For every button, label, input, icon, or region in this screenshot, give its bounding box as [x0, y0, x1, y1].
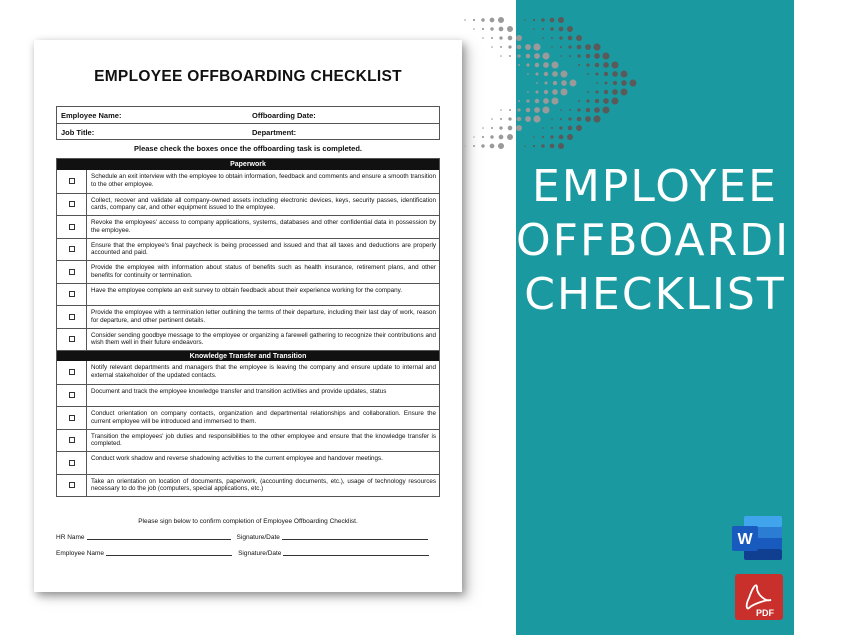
- halftone-dot: [595, 72, 598, 75]
- halftone-dot: [621, 71, 628, 78]
- halftone-dot: [551, 97, 558, 104]
- halftone-dot: [551, 118, 553, 120]
- hero-title-line3: CHECKLIST: [524, 269, 786, 320]
- checkbox-cell: [57, 452, 87, 474]
- hr-name-label: HR Name: [56, 534, 85, 541]
- checklist-document: [34, 40, 462, 592]
- halftone-dot: [499, 135, 504, 140]
- halftone-dot: [533, 145, 535, 147]
- checkbox-cell: [57, 407, 87, 429]
- halftone-dot: [595, 63, 599, 67]
- halftone-dot: [500, 118, 502, 120]
- halftone-dot: [524, 19, 526, 21]
- halftone-dot: [568, 117, 571, 120]
- halftone-dot: [542, 52, 549, 59]
- task-checkbox[interactable]: [69, 314, 75, 320]
- halftone-dot: [587, 91, 589, 93]
- halftone-dot: [602, 106, 609, 113]
- halftone-dot: [535, 99, 539, 103]
- halftone-dot: [542, 28, 544, 30]
- word-icon: [730, 514, 784, 562]
- signature-date-label: Signature/Date: [238, 550, 282, 557]
- halftone-dot: [526, 108, 531, 113]
- task-checkbox[interactable]: [69, 201, 75, 207]
- halftone-dot: [499, 36, 502, 39]
- halftone-dot: [499, 126, 502, 129]
- halftone-dot: [535, 63, 539, 67]
- halftone-dot: [482, 127, 484, 129]
- task-text: Conduct work shadow and reverse shadowing activities to the current employee and handover meetings.: [91, 455, 383, 462]
- halftone-dot: [491, 46, 493, 48]
- checklist-table: [56, 158, 440, 497]
- section-header: Knowledge Transfer and Transition: [57, 350, 439, 361]
- halftone-dot: [558, 17, 564, 23]
- halftone-dot: [508, 36, 513, 41]
- halftone-dot: [481, 144, 484, 147]
- halftone-dot: [526, 63, 529, 66]
- halftone-dot: [578, 64, 580, 66]
- halftone-dot: [569, 109, 571, 111]
- halftone-dot: [509, 55, 511, 57]
- halftone-dot: [517, 108, 520, 111]
- halftone-dot: [550, 135, 553, 138]
- halftone-dot: [526, 99, 529, 102]
- halftone-dot: [534, 53, 540, 59]
- halftone-dot: [516, 125, 522, 131]
- task-text: Ensure that the employee's final paycheck is being processed and issued and that all taxes and deductions are properly accounted and paid.: [91, 241, 436, 257]
- checklist-row: [57, 283, 439, 306]
- checkbox-cell: [57, 329, 87, 351]
- halftone-dot: [577, 117, 582, 122]
- halftone-dot: [593, 115, 600, 122]
- offboarding-date-field[interactable]: Offboarding Date:: [252, 111, 316, 120]
- task-checkbox[interactable]: [69, 269, 75, 275]
- employee-name-label: Employee Name: [56, 550, 105, 557]
- halftone-dot: [542, 136, 544, 138]
- halftone-dot: [603, 62, 609, 68]
- halftone-dot: [517, 117, 522, 122]
- job-title-field[interactable]: Job Title:: [61, 128, 95, 137]
- halftone-dot: [551, 127, 553, 129]
- employee-signature-line: [56, 550, 440, 557]
- halftone-dot: [527, 73, 529, 75]
- halftone-dot: [508, 45, 511, 48]
- task-text: Collect, recover and validate all company-owned assets including electronic devices, keys, security passes, identification cards, company car, and other equipment issued to the employee.: [91, 196, 436, 212]
- halftone-dot: [525, 44, 531, 50]
- halftone-dot: [587, 73, 589, 75]
- pdf-label: PDF: [756, 608, 774, 618]
- halftone-dot: [527, 91, 529, 93]
- halftone-dot: [507, 26, 513, 32]
- task-checkbox[interactable]: [69, 392, 75, 398]
- task-text: Document and track the employee knowledge transfer and transition activities and provide updates, status: [91, 387, 387, 395]
- halftone-dot: [621, 80, 627, 86]
- employee-name-blank[interactable]: [106, 550, 232, 556]
- hero-title-line2: OFFBOARDING: [516, 215, 861, 266]
- halftone-dot: [586, 108, 591, 113]
- halftone-dot: [533, 115, 540, 122]
- task-checkbox[interactable]: [69, 482, 75, 488]
- halftone-dot: [612, 71, 618, 77]
- employee-info-table: [56, 106, 440, 140]
- halftone-dot: [567, 134, 573, 140]
- halftone-dot: [630, 80, 637, 87]
- task-checkbox[interactable]: [69, 460, 75, 466]
- halftone-dot: [612, 89, 618, 95]
- halftone-dot: [561, 89, 568, 96]
- checklist-row: [57, 474, 439, 497]
- halftone-dot: [498, 17, 504, 23]
- task-text: Notify relevant departments and managers that the employee is leaving the company and ensure update to internal and external stakeholder of the updated contacts.: [91, 364, 436, 379]
- halftone-dot: [577, 45, 582, 50]
- halftone-dot: [611, 97, 618, 104]
- halftone-dot: [509, 109, 511, 111]
- halftone-dot: [543, 62, 549, 68]
- checkbox-cell: [57, 239, 87, 261]
- halftone-dot: [578, 100, 580, 102]
- instruction-text: Please check the boxes once the offboarding task is completed.: [134, 144, 362, 153]
- hr-name-blank[interactable]: [87, 534, 231, 540]
- checklist-row: [57, 260, 439, 283]
- checklist-row: [57, 384, 439, 407]
- halftone-dot: [535, 90, 538, 93]
- halftone-dot: [596, 82, 598, 84]
- halftone-dot: [518, 64, 520, 66]
- halftone-dot: [586, 54, 591, 59]
- halftone-dot: [550, 18, 555, 23]
- checkbox-cell: [57, 284, 87, 306]
- task-text: Schedule an exit interview with the employee to obtain information, feedback and comments and ensure a smooth transition to the other employee.: [91, 173, 436, 188]
- halftone-dot: [544, 81, 547, 84]
- checklist-row: [57, 170, 439, 193]
- halftone-dot: [586, 63, 589, 66]
- halftone-dot: [544, 90, 548, 94]
- halftone-dot: [482, 28, 484, 30]
- hero-title: [516, 160, 861, 322]
- department-field[interactable]: Department:: [252, 128, 297, 137]
- halftone-dot: [553, 81, 557, 85]
- halftone-dot: [490, 135, 493, 138]
- halftone-dot: [595, 90, 598, 93]
- halftone-dot: [473, 145, 475, 147]
- halftone-dot: [577, 108, 580, 111]
- halftone-dot: [526, 54, 531, 59]
- halftone-dot: [533, 28, 535, 30]
- halftone-dot: [481, 18, 484, 21]
- hero-title-line1: EMPLOYEE: [532, 161, 778, 212]
- halftone-dot: [567, 26, 573, 32]
- halftone-dot: [491, 118, 493, 120]
- halftone-dot: [482, 37, 484, 39]
- halftone-dot: [491, 37, 493, 39]
- section-header: Paperwork: [57, 159, 439, 170]
- halftone-dot: [524, 145, 526, 147]
- halftone-dot: [560, 118, 562, 120]
- checklist-row: [57, 451, 439, 474]
- halftone-dot: [559, 126, 562, 129]
- checkbox-cell: [57, 216, 87, 238]
- halftone-dot: [542, 37, 544, 39]
- task-text: Transition the employees' job duties and responsibilities to the other employee and ensure that the knowledge transfer is completed.: [91, 432, 436, 448]
- halftone-dot: [464, 19, 466, 21]
- halftone-dot: [552, 89, 558, 95]
- halftone-dot: [541, 144, 544, 147]
- halftone-dot: [551, 61, 558, 68]
- checklist-row: [57, 429, 439, 452]
- halftone-dot: [595, 99, 599, 103]
- halftone-dot: [576, 35, 582, 41]
- checklist-row: [57, 305, 439, 328]
- pdf-icon: [735, 574, 783, 620]
- halftone-dot: [594, 107, 600, 113]
- halftone-dot: [500, 46, 502, 48]
- checkbox-cell: [57, 170, 87, 193]
- halftone-dot: [507, 134, 513, 140]
- task-checkbox[interactable]: [69, 178, 75, 184]
- checklist-row: [57, 215, 439, 238]
- halftone-dot: [482, 136, 484, 138]
- hr-signature-line: [56, 534, 440, 541]
- task-text: Consider sending goodbye message to the employee or organizing a farewell gathering to recognize their contributions and wish them well in their future endeavors.: [91, 331, 436, 347]
- task-text: Revoke the employees' access to company applications, systems, databases and other confidential data in possession by the employee.: [91, 219, 436, 234]
- halftone-dot: [498, 143, 504, 149]
- task-text: Provide the employee with information about status of benefits such as health insurance, retirement plans, and other benefits for continuity or termination.: [91, 264, 436, 279]
- halftone-dot: [544, 72, 548, 76]
- task-text: Take an orientation on location of documents, paperwork, (accounting documents, etc.), usage of technology resources necessary to do the job (computers, special applications, etc.): [91, 477, 436, 493]
- checkbox-cell: [57, 194, 87, 216]
- halftone-dot: [535, 72, 538, 75]
- halftone-dot: [611, 61, 618, 68]
- halftone-dot: [508, 126, 513, 131]
- task-checkbox[interactable]: [69, 369, 75, 375]
- halftone-dot: [473, 19, 475, 21]
- checklist-row: [57, 406, 439, 429]
- halftone-dot: [585, 116, 591, 122]
- halftone-dot: [602, 52, 609, 59]
- checklist-row: [57, 238, 439, 261]
- task-checkbox[interactable]: [69, 415, 75, 421]
- halftone-dot: [490, 18, 495, 23]
- signature-date-label: Signature/Date: [236, 534, 280, 541]
- halftone-dot: [569, 55, 571, 57]
- task-text: Have the employee complete an exit survey to obtain feedback about their experience working for the company.: [91, 286, 403, 294]
- halftone-dot: [604, 81, 607, 84]
- checkbox-cell: [57, 385, 87, 407]
- halftone-dot: [491, 127, 493, 129]
- task-text: Provide the employee with a termination letter outlining the terms of their departure, including their last day of work, reason for departure, and other pertinent details.: [91, 309, 436, 324]
- halftone-dot: [560, 46, 562, 48]
- halftone-dot: [542, 106, 549, 113]
- halftone-dot: [550, 27, 553, 30]
- halftone-dot: [473, 28, 475, 30]
- document-title: EMPLOYEE OFFBOARDING CHECKLIST: [94, 68, 402, 85]
- halftone-dot: [604, 90, 608, 94]
- halftone-dot: [561, 80, 567, 86]
- halftone-dot: [533, 43, 540, 50]
- task-checkbox[interactable]: [69, 246, 75, 252]
- task-checkbox[interactable]: [69, 437, 75, 443]
- checkbox-cell: [57, 261, 87, 283]
- halftone-dot: [516, 35, 522, 41]
- halftone-dot: [576, 125, 582, 131]
- checklist-row: [57, 361, 439, 384]
- task-checkbox[interactable]: [69, 224, 75, 230]
- halftone-dot: [561, 71, 568, 78]
- halftone-dot: [559, 135, 564, 140]
- employee-name-field[interactable]: Employee Name:: [61, 111, 122, 120]
- halftone-dot: [560, 109, 562, 111]
- halftone-dot: [499, 27, 504, 32]
- halftone-dot: [508, 117, 511, 120]
- halftone-dot: [559, 36, 562, 39]
- halftone-dot: [560, 55, 562, 57]
- checkbox-cell: [57, 475, 87, 497]
- word-letter: W: [737, 531, 753, 548]
- info-row: [57, 107, 439, 123]
- halftone-dot: [603, 98, 609, 104]
- checklist-row: [57, 328, 439, 351]
- checkbox-cell: [57, 306, 87, 328]
- checklist-row: [57, 193, 439, 216]
- halftone-dot: [568, 45, 571, 48]
- signature-intro: Please sign below to confirm completion of Employee Offboarding Checklist.: [138, 518, 358, 525]
- halftone-dot: [517, 45, 522, 50]
- halftone-dot: [604, 72, 608, 76]
- employee-signature-blank[interactable]: [283, 550, 429, 556]
- halftone-dot: [621, 89, 628, 96]
- task-checkbox[interactable]: [69, 291, 75, 297]
- halftone-dot: [542, 127, 544, 129]
- task-checkbox[interactable]: [69, 336, 75, 342]
- checkbox-cell: [57, 361, 87, 384]
- halftone-dot: [551, 46, 553, 48]
- halftone-dot: [533, 19, 535, 21]
- halftone-dot: [613, 81, 617, 85]
- halftone-dot: [490, 144, 495, 149]
- halftone-dot: [568, 36, 573, 41]
- halftone-dot: [473, 136, 475, 138]
- halftone-dot: [585, 44, 591, 50]
- halftone-dot: [500, 109, 502, 111]
- halftone-dot: [551, 37, 553, 39]
- halftone-dot: [518, 100, 520, 102]
- info-row: [57, 123, 439, 139]
- halftone-dot: [558, 143, 564, 149]
- halftone-dot: [500, 55, 502, 57]
- halftone-dot: [517, 54, 520, 57]
- halftone-dot: [534, 107, 540, 113]
- halftone-dot: [577, 54, 580, 57]
- hr-signature-blank[interactable]: [282, 534, 428, 540]
- halftone-dot: [568, 126, 573, 131]
- halftone-dot: [541, 18, 544, 21]
- checkbox-cell: [57, 430, 87, 452]
- dot-arrow-decoration: [455, 10, 645, 160]
- task-text: Conduct orientation on company contacts, organization and departmental relationships and collaboration. Ensure the current employee will be introduced and immersed to them.: [91, 410, 436, 425]
- halftone-dot: [552, 71, 558, 77]
- halftone-dot: [594, 53, 600, 59]
- halftone-dot: [550, 144, 555, 149]
- halftone-dot: [533, 136, 535, 138]
- halftone-dot: [490, 27, 493, 30]
- halftone-dot: [586, 99, 589, 102]
- halftone-dot: [593, 43, 600, 50]
- halftone-dot: [570, 80, 577, 87]
- halftone-dot: [525, 116, 531, 122]
- halftone-dot: [536, 82, 538, 84]
- halftone-dot: [559, 27, 564, 32]
- halftone-dot: [543, 98, 549, 104]
